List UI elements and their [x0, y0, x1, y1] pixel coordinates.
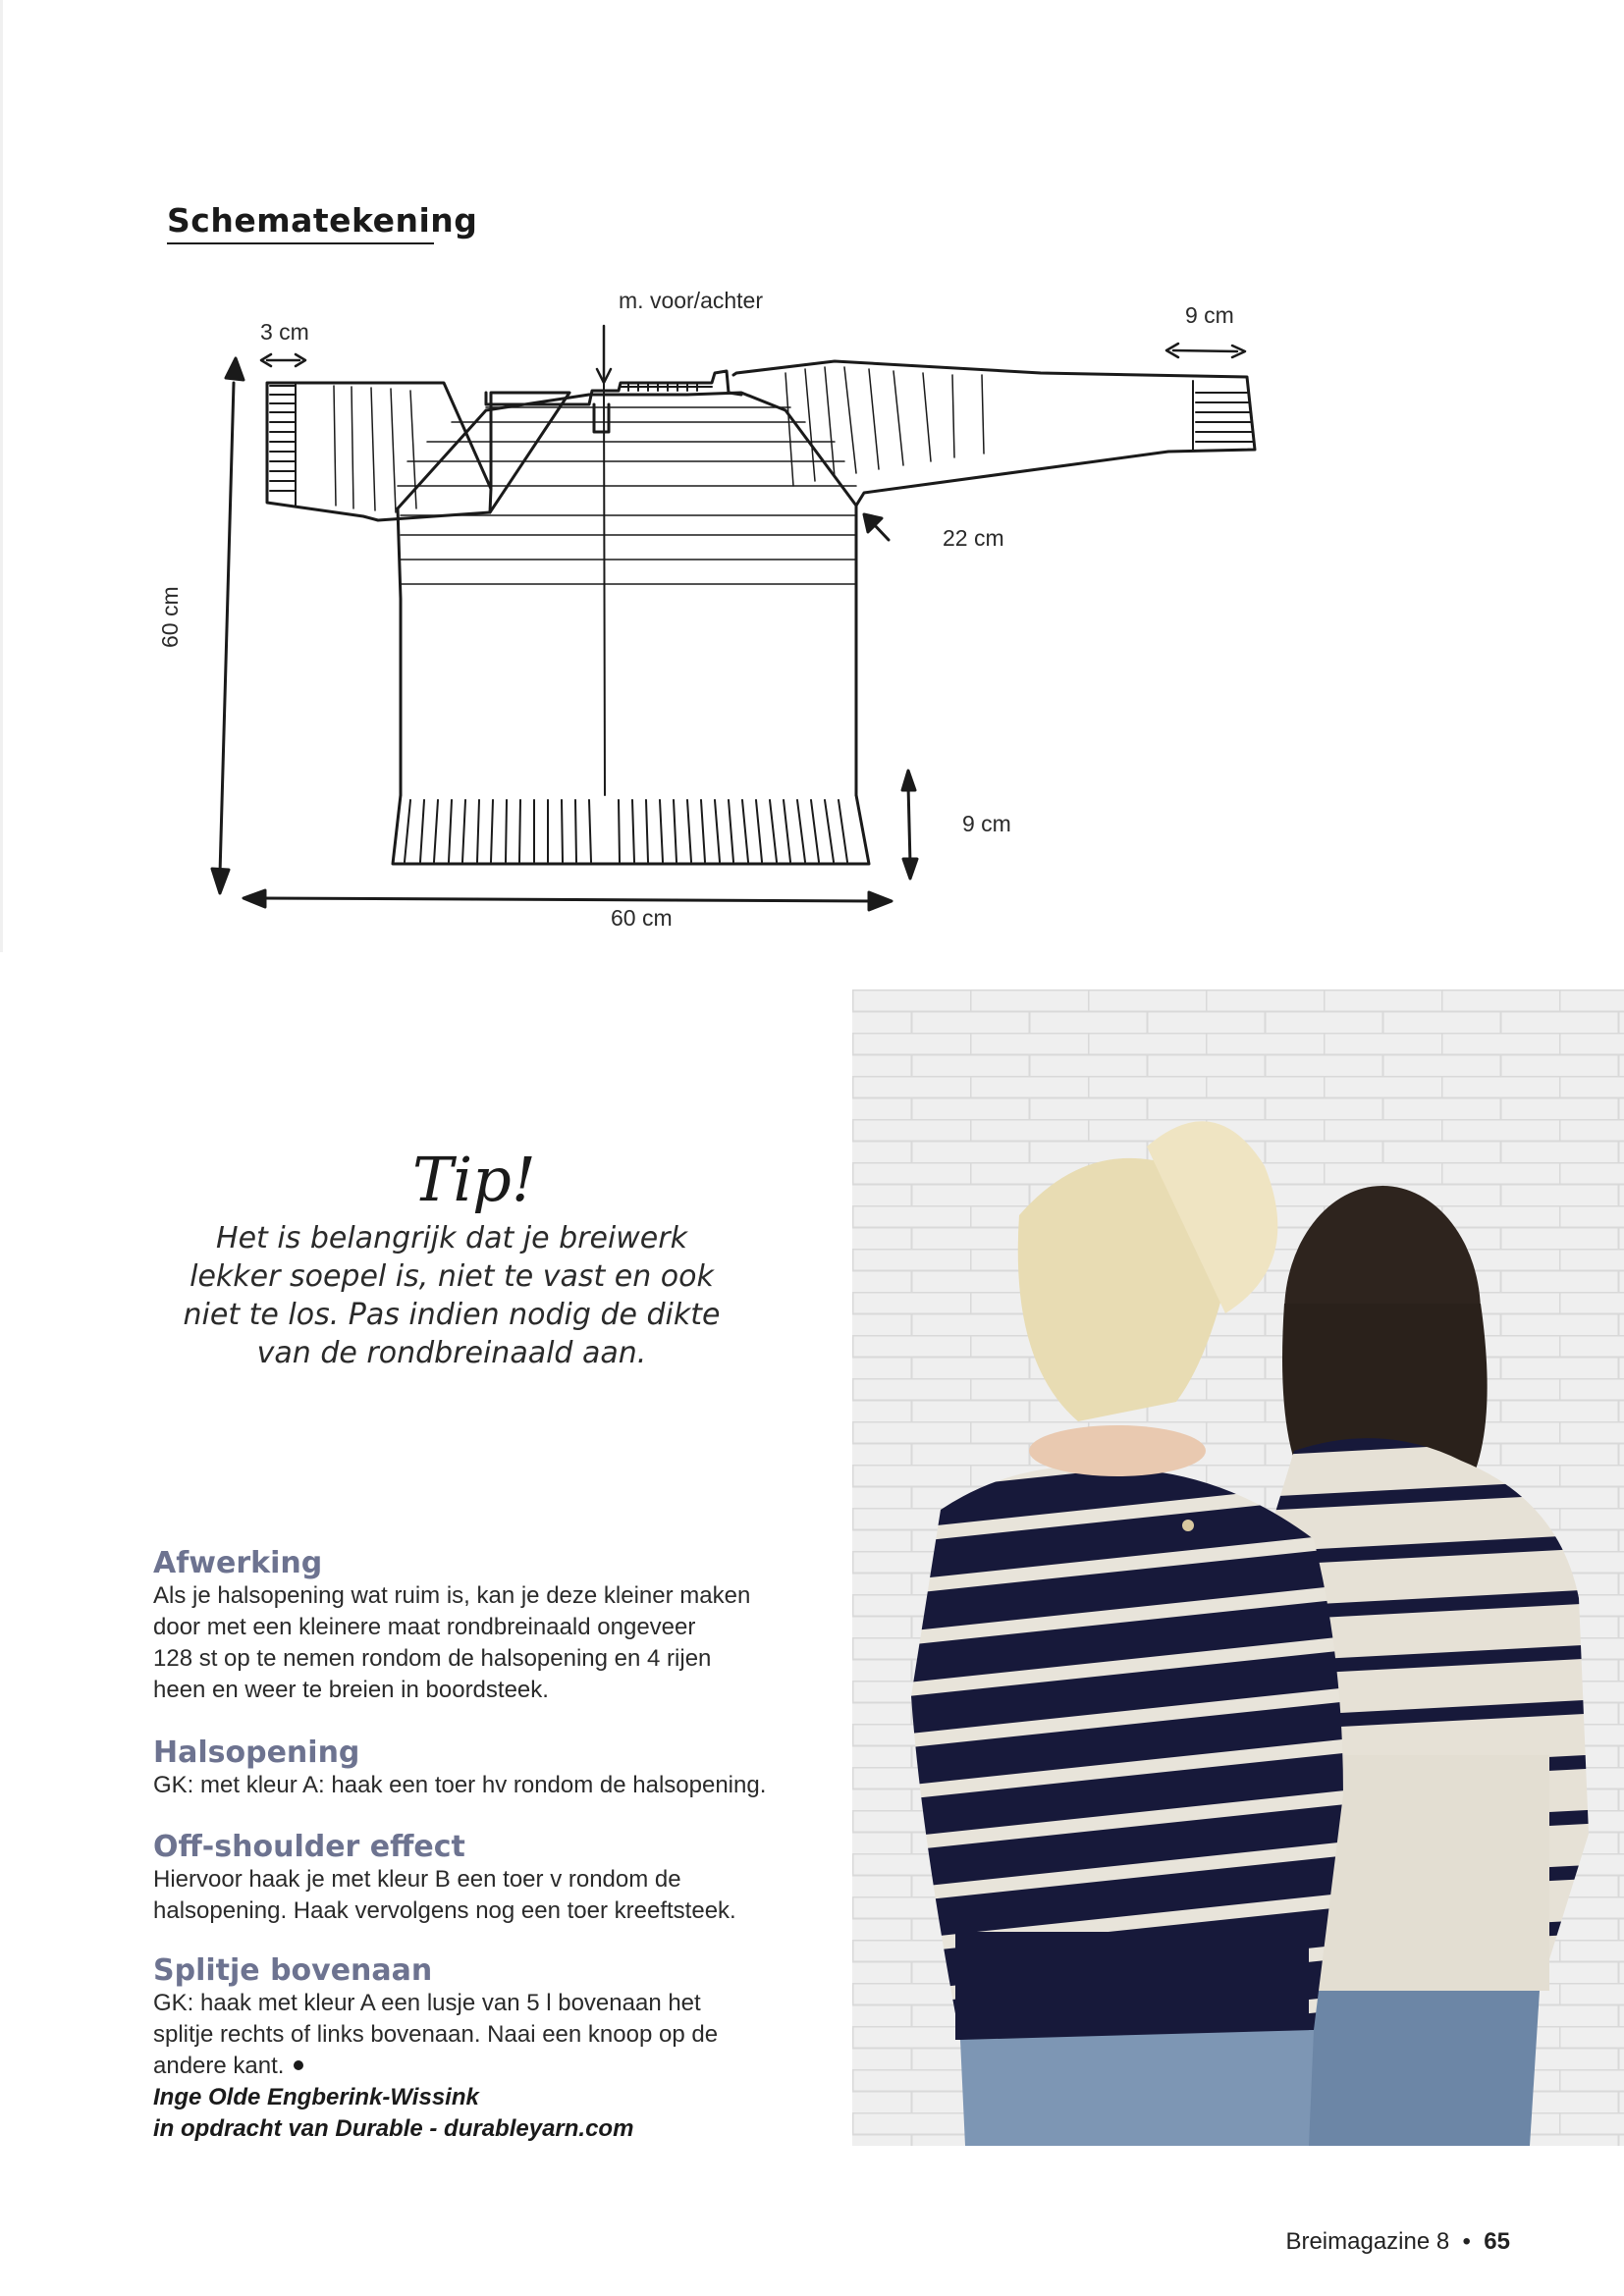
section-heading-off-shoulder: Off-shoulder effect	[153, 1830, 465, 1864]
placket	[594, 404, 609, 432]
section-heading-splitje: Splitje bovenaan	[153, 1953, 433, 1988]
center-line	[604, 383, 605, 795]
right-sleeve-lines	[785, 367, 984, 486]
label-raglan: 22 cm	[943, 525, 1004, 551]
sweater-schematic	[157, 285, 1276, 933]
label-center-mark: m. voor/achter	[619, 288, 763, 313]
section-heading-afwerking: Afwerking	[153, 1546, 323, 1580]
section-text-afwerking: Als je halsopening wat ruim is, kan je deze kleiner maken door met een kleinere maat rondbreinaald ongeveer 128 st op te nemen rondom de halsopening en 4 rijen heen en weer te breien in boordsteek.	[153, 1582, 751, 1703]
credit-author: Inge Olde Engberink-Wissink	[153, 2084, 479, 2110]
left-cuff-ribbing	[270, 383, 296, 507]
left-sleeve	[267, 383, 491, 520]
height-arrow	[212, 358, 244, 893]
tip-title: Tip!	[412, 1144, 536, 1215]
page-footer	[1285, 2228, 1510, 2256]
center-mark-arrow	[597, 326, 611, 383]
cuff-width-arrow	[261, 354, 305, 366]
label-height: 60 cm	[157, 586, 183, 648]
right-sleeve	[733, 361, 1255, 506]
person-left-neck	[1029, 1425, 1206, 1476]
button-icon	[1182, 1520, 1194, 1531]
left-sleeve-lines	[334, 386, 416, 512]
person-left-jeans	[960, 2030, 1314, 2146]
ribbing-arrow	[902, 771, 917, 879]
body-left-side	[398, 508, 401, 795]
section-text-off-shoulder: Hiervoor haak je met kleur B een toer v rondom de halsopening. Haak vervolgens nog een toer kreeftsteek.	[153, 1866, 736, 1924]
section-text-halsopening: GK: met kleur A: haak een toer hv rondom de halsopening.	[153, 1772, 767, 1798]
hem-ribbing	[405, 800, 847, 862]
raglan-arrow	[864, 514, 889, 540]
schema-title-underline	[167, 242, 434, 244]
credit-commission: in opdracht van Durable - durableyarn.com	[153, 2115, 634, 2142]
footer-magazine: Breimagazine 8	[1285, 2228, 1450, 2255]
credit	[153, 2082, 633, 2145]
section-heading-halsopening: Halsopening	[153, 1735, 360, 1770]
person-left-hem	[955, 1932, 1309, 2040]
label-cuff-width: 3 cm	[260, 319, 309, 345]
sleeve-width-arrow	[1166, 344, 1245, 357]
page-edge	[0, 0, 3, 952]
body-outline	[490, 393, 569, 512]
right-cuff-ribbing	[1193, 381, 1253, 450]
label-ribbing: 9 cm	[962, 811, 1011, 836]
footer-separator-icon: •	[1455, 2228, 1485, 2255]
tip-text: Het is belangrijk dat je breiwerk lekker soepel is, niet te vast en ook niet te los. Pas indien nodig de dikte van de rondbreinaald aan.	[183, 1221, 721, 1370]
end-bullet-icon	[294, 2060, 303, 2070]
label-width: 60 cm	[611, 905, 673, 931]
sweater-photo	[852, 989, 1624, 2146]
schema-title: Schematekening	[167, 201, 478, 240]
section-text-splitje: GK: haak met kleur A een lusje van 5 l bovenaan het splitje rechts of links bovenaan. Naai een knoop op de andere kant.	[153, 1990, 719, 2079]
label-sleeve-width: 9 cm	[1185, 302, 1234, 328]
footer-page-number: 65	[1484, 2228, 1510, 2255]
width-arrow	[244, 890, 892, 910]
